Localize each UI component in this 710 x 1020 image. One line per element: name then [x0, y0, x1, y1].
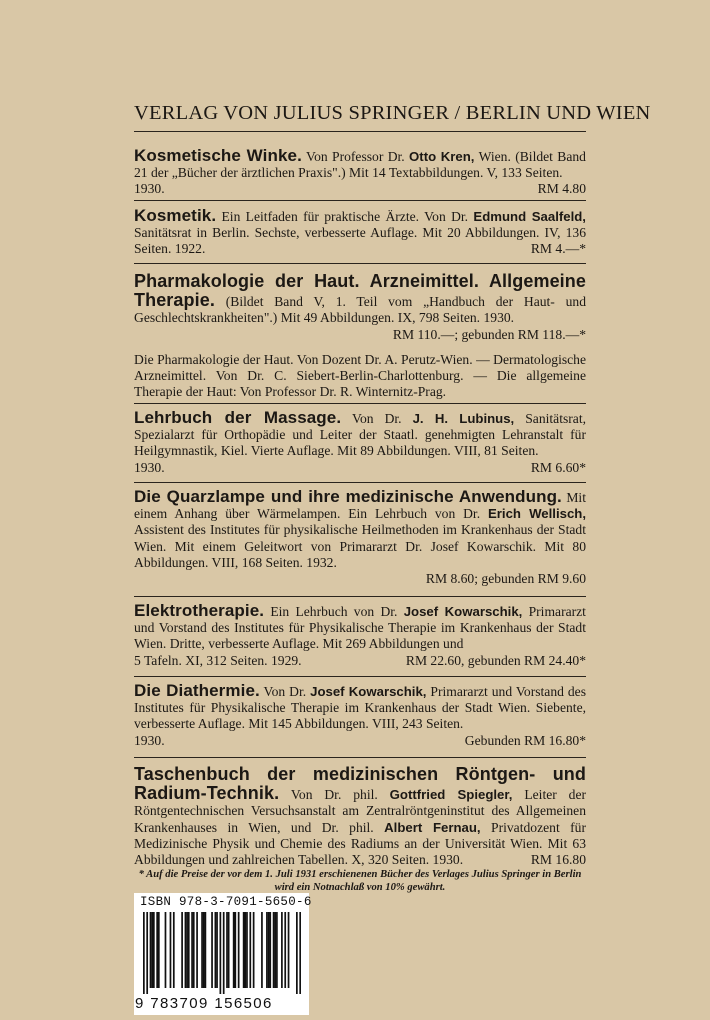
book-title: Kosmetische Winke. — [134, 146, 302, 165]
divider — [134, 263, 586, 264]
isbn-barcode — [134, 893, 312, 1015]
barcode-bars — [143, 912, 301, 994]
book-price: RM 4.80 — [537, 181, 586, 197]
barcode-bar — [186, 912, 188, 988]
barcode-bar — [281, 912, 283, 988]
barcode-bar — [215, 912, 217, 988]
barcode-bar — [173, 912, 175, 988]
barcode-bar — [151, 912, 153, 988]
barcode-bar — [158, 912, 160, 988]
book-title: Kosmetik. — [134, 206, 217, 225]
barcode-bar — [234, 912, 236, 988]
book-author: Josef Kowarschik, — [310, 684, 427, 699]
book-author: Otto Kren, — [409, 149, 475, 164]
book-price: Gebunden RM 16.80* — [464, 732, 586, 748]
book-entry-quarzlampe: Die Quarzlampe und ihre medizinische Anwendung. Mit einem Anhang über Wärmelampen. Ein Lehrbuch von Dr. Erich Wellisch, Assistent des Institutes für physikalische Heilmethoden im Krankenhaus der Stadt Wien. Mit einem Geleitwort von Primararzt Dr. Josef Kowarschik. Mit 80 Abbildungen. VIII, 168 Seiten. 1932. RM 8.60; gebunden RM 9.60 — [134, 487, 587, 587]
barcode-bar — [188, 912, 190, 988]
book-entry-kosmetische-winke: Kosmetische Winke. Von Professor Dr. Otto Kren, Wien. (Bildet Band 21 der „Bücher der ärztlichen Praxis".) Mit 14 Textabbildungen. V, 133 Seiten. 1930. RM 4.80 — [134, 146, 586, 197]
barcode-bar — [288, 912, 290, 988]
book-title: Lehrbuch der Massage. — [134, 408, 342, 427]
barcode-bar — [211, 912, 213, 988]
barcode-bar — [269, 912, 271, 988]
divider — [134, 757, 586, 758]
book-author: Gottfried Spiegler, — [389, 787, 513, 803]
book-title: Taschenbuch der medizinischen Röntgen- und Radium-Technik. — [134, 764, 586, 804]
barcode-bar — [143, 912, 145, 994]
barcode-bar — [191, 912, 193, 988]
barcode-bar — [299, 912, 301, 994]
barcode-bar — [238, 912, 240, 988]
book-price: RM 22.60, gebunden RM 24.40* — [405, 652, 586, 668]
book-entry-massage: Lehrbuch der Massage. Von Dr. J. H. Lubinus, Sanitätsrat, Spezialarzt für Orthopädie und Leiter der Staatl. genehmigten Lehranstalt für Heilgymnastik, Kiel. Vierte Auflage. Mit 89 Abbildungen. VIII, 81 Seiten. 1930. RM 6.60* — [134, 408, 586, 475]
barcode-bar — [244, 912, 246, 988]
book-title: Elektrotherapie. — [134, 601, 265, 620]
book-title: Die Quarzlampe und ihre medizinische Anwendung. — [134, 487, 562, 506]
divider — [134, 676, 586, 677]
barcode-bar — [205, 912, 207, 988]
book-title: Pharmakologie der Haut. Arzneimittel. Allgemeine Therapie. — [134, 271, 586, 311]
barcode-bar — [233, 912, 235, 988]
book-price: RM 16.80 — [530, 852, 586, 868]
divider — [134, 403, 586, 404]
book-contents: Die Pharmakologie der Haut. Von Dozent Dr. A. Perutz-Wien. — Dermatologische Arzneimittel. Von Dr. C. Siebert-Berlin-Charlottenburg. — Die allgemeine Therapie der Haut: Von Professor Dr. R. Winternitz-Prag. — [134, 351, 586, 400]
book-entry-diathermie: Die Diathermie. Von Dr. Josef Kowarschik, Primararzt und Vorstand des Institutes für Physikalische Therapie im Krankenhaus der Stadt Wien. Siebente, verbesserte Auflage. Mit 145 Abbildungen. VIII, 243 Seiten. 1930. Gebunden RM 16.80* — [134, 681, 586, 748]
barcode-bar — [223, 912, 225, 994]
barcode-bar — [296, 912, 298, 994]
barcode-bar — [266, 912, 268, 988]
barcode-bar — [216, 912, 218, 988]
book-title: Die Diathermie. — [134, 681, 260, 700]
barcode-bar — [185, 912, 187, 988]
ean-digits: 9 783709 156506 — [135, 995, 273, 1012]
barcode-bar — [274, 912, 276, 988]
barcode-bar — [243, 912, 245, 988]
barcode-bar — [193, 912, 195, 988]
book-price: RM 6.60* — [530, 459, 586, 475]
barcode-bar — [150, 912, 152, 988]
barcode-bar — [201, 912, 203, 988]
book-price: RM 110.—; gebunden RM 118.—* — [392, 326, 586, 342]
book-author: Erich Wellisch, — [487, 506, 587, 522]
barcode-bar — [276, 912, 278, 988]
divider — [134, 596, 586, 597]
barcode-bar — [170, 912, 172, 988]
divider — [134, 482, 586, 483]
book-author: Edmund Saalfeld, — [473, 209, 586, 224]
barcode-bar — [220, 912, 222, 994]
isbn-label: ISBN 978-3-7091-5650-6 — [140, 895, 312, 909]
barcode-bar — [249, 912, 251, 988]
barcode-bar — [284, 912, 286, 988]
header-rule — [134, 131, 586, 132]
book-entry-pharmakologie: Pharmakologie der Haut. Arzneimittel. Allgemeine Therapie. (Bildet Band V, 1. Teil vom „Handbuch der Haut- und Geschlechtskrankheiten".) Mit 49 Abbildungen. IX, 798 Seiten. 1930. RM 110.—; gebunden RM 118.—* Die Pharmakologie der Haut. Von Dozent Dr. A. Perutz-Wien. — Dermatologische Arzneimittel. Von Dr. C. Siebert-Berlin-Charlottenburg. — Die allgemeine Therapie der Haut: Von Professor Dr. R. Winternitz-Prag. — [134, 271, 586, 400]
book-entry-roentgen: Taschenbuch der medizinischen Röntgen- und Radium-Technik. Von Dr. phil. Gottfried Spiegler, Leiter der Röntgentechnischen Versuchsanstalt am Zentralröntgeninstitut des Allgemeinen Krankenhauses in Wien, und Dr. phil. Albert Fernau, Privatdozent für Medizinische Physik und Chemie des Radiums an der Universität Wien. Mit 63 Abbildungen und zahlreichen Tabellen. X, 320 Seiten. 1930. RM 16.80 — [134, 764, 587, 868]
book-author-2: Albert Fernau, — [384, 819, 481, 835]
barcode-bar — [268, 912, 270, 988]
price-footnote: * Auf die Preise der vor dem 1. Juli 1931 erschienenen Bücher des Verlages Julius Springer in Berlin wird ein Notnachlaß von 10% gewährt. — [138, 869, 582, 893]
barcode-bar — [153, 912, 155, 988]
barcode-bar — [203, 912, 205, 988]
barcode-bar — [273, 912, 275, 988]
barcode-bar — [226, 912, 228, 988]
barcode-bar — [253, 912, 255, 988]
barcode-bar — [228, 912, 230, 988]
barcode-bar — [181, 912, 183, 988]
publisher-header: VERLAG VON JULIUS SPRINGER / BERLIN UND WIEN — [134, 102, 651, 124]
barcode-bar — [165, 912, 167, 988]
barcode-bar — [196, 912, 198, 988]
barcode-bar — [261, 912, 263, 988]
barcode-bar — [146, 912, 148, 994]
book-entry-elektrotherapie: Elektrotherapie. Ein Lehrbuch von Dr. Josef Kowarschik, Primararzt und Vorstand des Institutes für Physikalische Therapie im Krankenhaus der Stadt Wien. Dritte, verbesserte Auflage. Mit 269 Abbildungen und 5 Tafeln. XI, 312 Seiten. 1929. RM 22.60, gebunden RM 24.40* — [134, 601, 586, 668]
divider — [134, 200, 586, 201]
barcode-bar — [156, 912, 158, 988]
book-price: RM 8.60; gebunden RM 9.60 — [425, 571, 586, 587]
book-author: J. H. Lubinus, — [412, 411, 515, 426]
book-author: Josef Kowarschik, — [403, 604, 523, 619]
book-price: RM 4.—* — [530, 241, 586, 257]
barcode-bar — [246, 912, 248, 988]
book-entry-kosmetik: Kosmetik. Ein Leitfaden für praktische Ärzte. Von Dr. Edmund Saalfeld, Sanitätsrat in Berlin. Sechste, verbesserte Auflage. Mit 20 Abbildungen. IV, 136 Seiten. 1922. RM 4.—* — [134, 206, 586, 257]
